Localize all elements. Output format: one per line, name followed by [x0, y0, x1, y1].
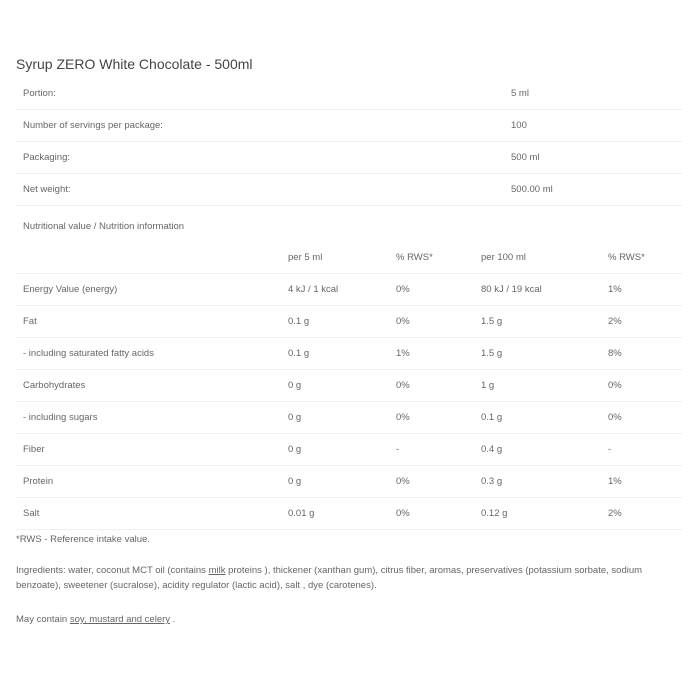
table-row [16, 142, 682, 174]
nutrient-name: Fiber [16, 434, 288, 466]
info-label: Number of servings per package: [16, 110, 511, 142]
nutrient-name: Protein [16, 466, 288, 498]
nutrient-name: Energy Value (energy) [16, 274, 288, 306]
table-cell: 0.1 g [288, 306, 396, 338]
nutrient-name: - including sugars [16, 402, 288, 434]
table-cell: 0% [396, 402, 481, 434]
table-cell: 0 g [288, 402, 396, 434]
nutrition-table [16, 242, 682, 530]
table-cell: 0% [396, 370, 481, 402]
table-row [16, 78, 682, 110]
nutrient-name: Carbohydrates [16, 370, 288, 402]
table-cell: 0.3 g [481, 466, 608, 498]
may-contain-allergens: soy, mustard and celery [69, 614, 171, 625]
table-cell: 0.01 g [288, 498, 396, 530]
table-cell: 0 g [288, 370, 396, 402]
info-value: 500 ml [511, 142, 682, 174]
allergen-milk: milk [208, 565, 226, 576]
may-contain-suffix: . [170, 614, 176, 625]
table-cell: 0.1 g [288, 338, 396, 370]
table-cell: 0% [396, 498, 481, 530]
table-cell: 2% [608, 498, 682, 530]
table-cell: 1% [608, 466, 682, 498]
table-cell: 0.4 g [481, 434, 608, 466]
may-contain-prefix: May contain [16, 614, 70, 625]
table-row [16, 338, 682, 370]
info-label: Portion: [16, 78, 511, 110]
info-value: 100 [511, 110, 682, 142]
table-cell: 0% [608, 370, 682, 402]
table-cell: 0% [396, 466, 481, 498]
info-value: 5 ml [511, 78, 682, 110]
table-cell: 1% [396, 338, 481, 370]
nutrient-name: Fat [16, 306, 288, 338]
table-cell: 0% [396, 274, 481, 306]
column-header: per 5 ml [288, 242, 396, 274]
product-info-table [16, 78, 682, 206]
table-row [16, 466, 682, 498]
table-row [16, 174, 682, 206]
table-row [16, 110, 682, 142]
table-cell: - [396, 434, 481, 466]
column-header [16, 242, 288, 274]
table-cell: 8% [608, 338, 682, 370]
ingredients-prefix: Ingredients: water, coconut MCT oil (contains [16, 565, 209, 576]
table-row [16, 306, 682, 338]
table-cell: 1.5 g [481, 306, 608, 338]
table-cell: 80 kJ / 19 kcal [481, 274, 608, 306]
rws-note: *RWS - Reference intake value. [16, 534, 150, 545]
info-label: Net weight: [16, 174, 511, 206]
table-row [16, 402, 682, 434]
table-cell: 2% [608, 306, 682, 338]
table-row [16, 370, 682, 402]
table-cell: 1 g [481, 370, 608, 402]
table-cell: - [608, 434, 682, 466]
may-contain-text [16, 612, 175, 627]
table-cell: 0.1 g [481, 402, 608, 434]
ingredients-text [16, 563, 676, 593]
column-header: % RWS* [608, 242, 682, 274]
table-cell: 0% [608, 402, 682, 434]
table-row [16, 498, 682, 530]
table-row [16, 274, 682, 306]
info-label: Packaging: [16, 142, 511, 174]
column-header: % RWS* [396, 242, 481, 274]
table-cell: 0% [396, 306, 481, 338]
table-cell: 4 kJ / 1 kcal [288, 274, 396, 306]
column-header: per 100 ml [481, 242, 608, 274]
table-row [16, 434, 682, 466]
table-cell: 1.5 g [481, 338, 608, 370]
table-cell: 0.12 g [481, 498, 608, 530]
table-cell: 0 g [288, 434, 396, 466]
nutrition-heading: Nutritional value / Nutrition information [23, 221, 185, 232]
product-title: Syrup ZERO White Chocolate - 500ml [16, 56, 253, 72]
table-cell: 0 g [288, 466, 396, 498]
ingredients-suffix: proteins ), thickener (xanthan gum), citrus fiber, aromas, preservatives (potassium sorbate, sodium benzoate), sweetener (sucralose), acidity regulator (lactic acid), salt , dye (carotenes). [16, 565, 643, 591]
nutrition-header-row [16, 242, 682, 274]
info-value: 500.00 ml [511, 174, 682, 206]
table-cell: 1% [608, 274, 682, 306]
nutrient-name: Salt [16, 498, 288, 530]
nutrient-name: - including saturated fatty acids [16, 338, 288, 370]
